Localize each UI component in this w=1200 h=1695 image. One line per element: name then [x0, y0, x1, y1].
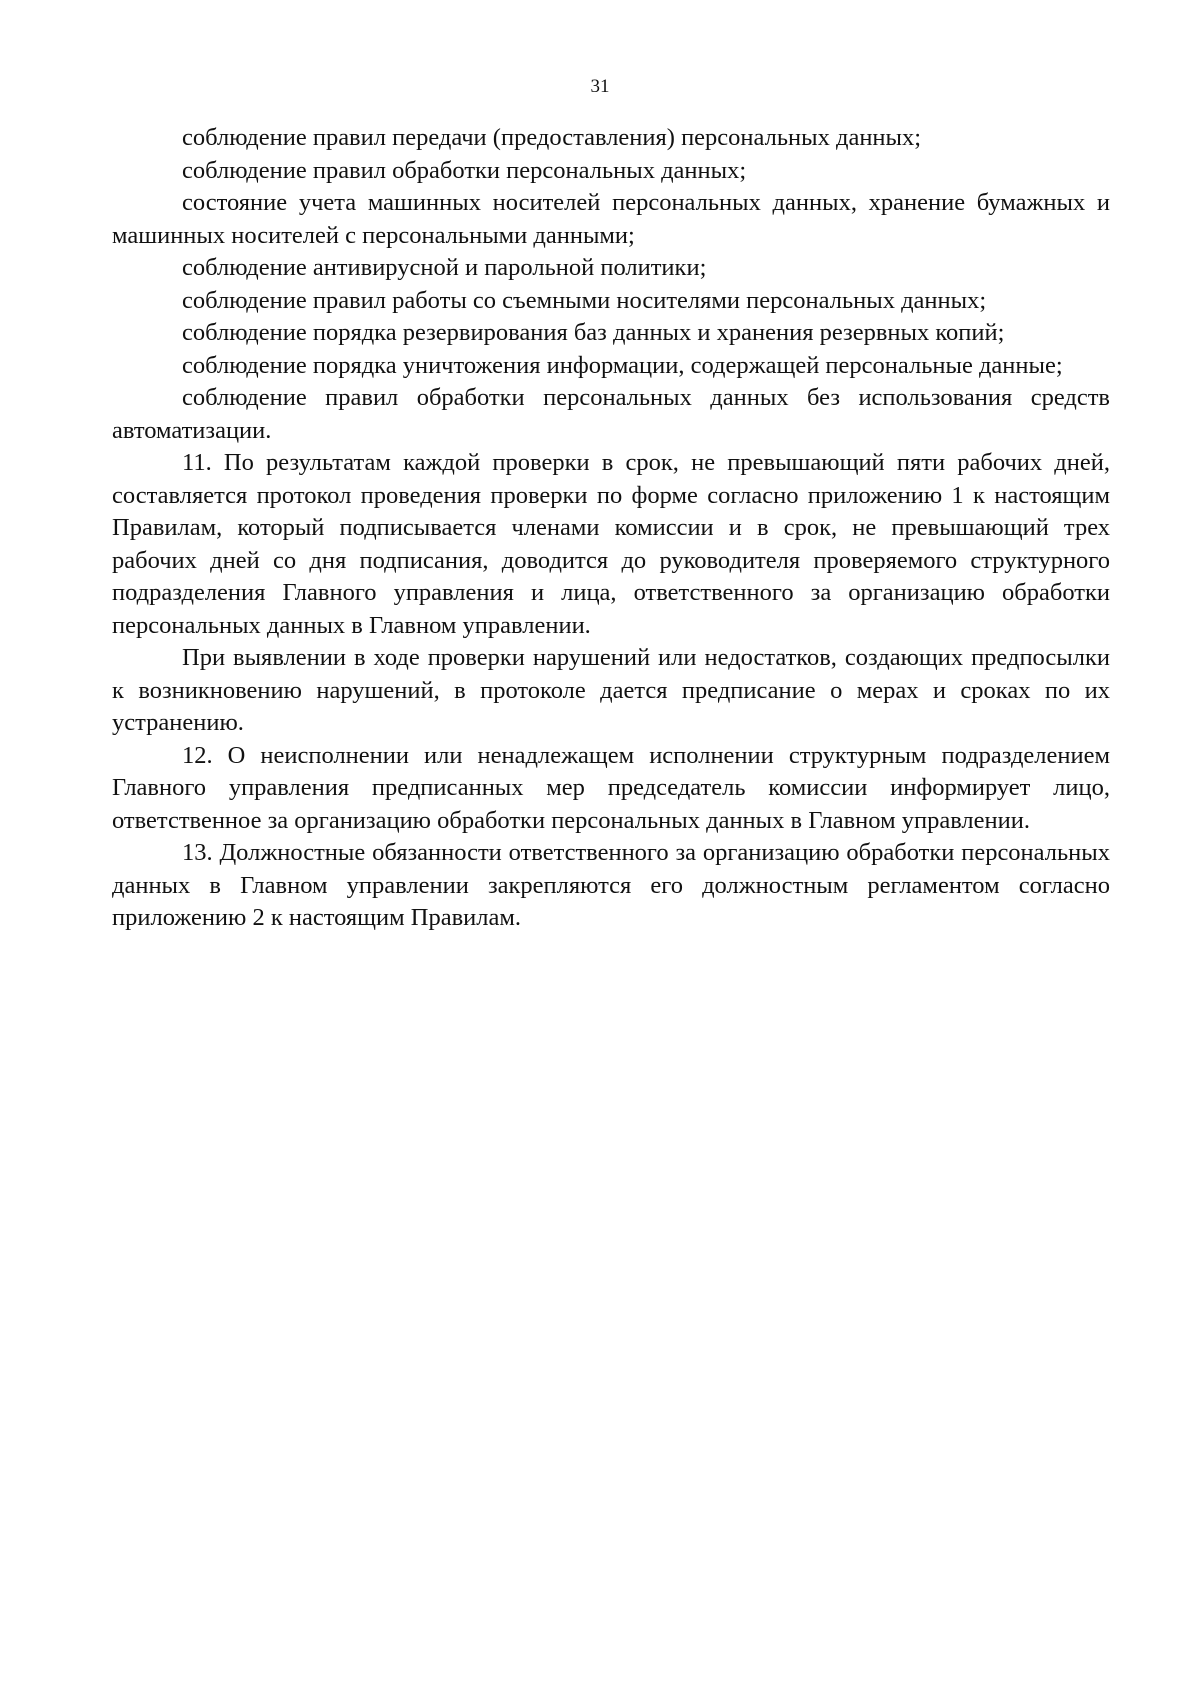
- paragraph-transfer-rules: соблюдение правил передачи (предоставления) персональных данных;: [182, 124, 922, 151]
- paragraph-item-11: 11. По результатам каждой проверки в срок, не превышающий пяти рабочих дней, составляется протокол проведения проверки по форме согласно приложению 1 к настоящим Правилам, который подписывается членами комиссии и в срок, не превышающий трех рабочих дней со дня подписания, доводится до руководителя проверяемого структурного подразделения Главного управления и лица, ответственного за организацию обработки персональных данных в Главном управлении.: [112, 449, 1110, 639]
- paragraph-item-13: 13. Должностные обязанности ответственного за организацию обработки персональных данных в Главном управлении закрепляются его должностным регламентом согласно приложению 2 к настоящим Правилам.: [112, 839, 1110, 931]
- paragraph-violations-found: При выявлении в ходе проверки нарушений или недостатков, создающих предпосылки к возникновению нарушений, в протоколе дается предписание о мерах и сроках по их устранению.: [112, 644, 1110, 736]
- paragraph-non-automated-processing: соблюдение правил обработки персональных данных без использования средств автоматизации.: [112, 384, 1110, 444]
- paragraph-destruction-order: соблюдение порядка уничтожения информации, содержащей персональные данные;: [182, 351, 1063, 379]
- paragraph-media-accounting: состояние учета машинных носителей персональных данных, хранение бумажных и машинных носителей с персональными данными;: [112, 189, 1110, 249]
- document-body: [112, 122, 1110, 935]
- page-number: 31: [590, 76, 610, 97]
- paragraph-processing-rules: соблюдение правил обработки персональных данных;: [182, 156, 747, 184]
- paragraph-item-12: 12. О неисполнении или ненадлежащем исполнении структурным подразделением Главного управления предписанных мер председатель комиссии информирует лицо, ответственное за организацию обработки персональных данных в Главном управлении.: [112, 741, 1110, 834]
- paragraph-backup-order: соблюдение порядка резервирования баз данных и хранения резервных копий;: [182, 319, 1005, 346]
- paragraph-antivirus-policy: соблюдение антивирусной и парольной политики;: [182, 254, 707, 281]
- paragraph-removable-media: соблюдение правил работы со съемными носителями персональных данных;: [182, 286, 987, 314]
